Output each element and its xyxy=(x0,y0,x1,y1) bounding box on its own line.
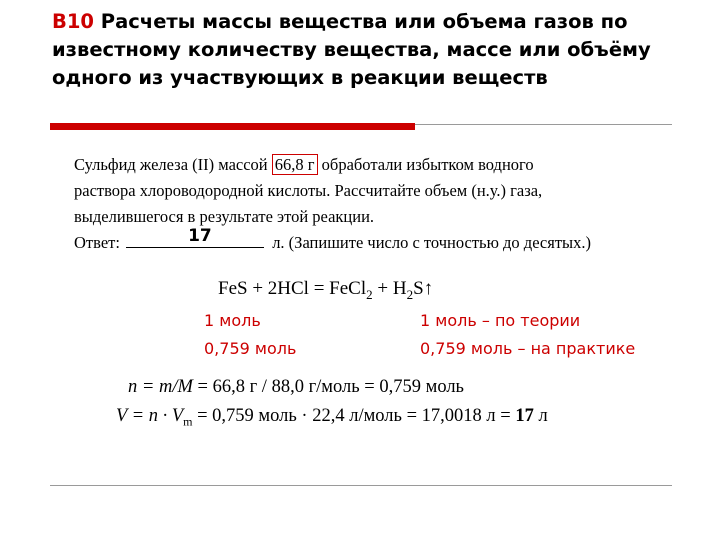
top-accent-bar xyxy=(50,123,415,130)
answer-line xyxy=(74,226,694,256)
answer-blank xyxy=(126,226,264,248)
volume-calculation: $V = n \cdot V_m = 0,759$ моль · 22,4 л/моль = 17,0018 л = 17 л xyxy=(116,406,548,429)
moles-calculation: n = m/M = 66,8 г / 88,0 г/моль = 0,759 моль xyxy=(128,377,464,397)
answer-suffix: л. (Запишите число с точностью до десятых.) xyxy=(272,233,592,252)
problem-line-1: Сульфид железа (II) массой 66,8 г обработали избытком водного xyxy=(74,155,534,174)
answer-label: Ответ: xyxy=(74,233,120,252)
slide-title xyxy=(52,8,702,92)
fes-moles-practice: 0,759 моль xyxy=(204,339,297,358)
problem-line-3: выделившегося в результате этой реакции. xyxy=(74,207,375,226)
title-text: Расчеты массы вещества или объема газов по известному количеству вещества, массе или объёму одного из участвующих в реакции веществ xyxy=(52,10,651,89)
reaction-equation: FeS + 2HCl = FeCl$_2$ + $H_2S↑$ xyxy=(218,278,434,302)
h2s-moles-theory: 1 моль – по теории xyxy=(420,311,581,330)
h2s-moles-practice: 0,759 моль – на практике xyxy=(420,339,636,358)
problem-statement xyxy=(74,152,694,256)
highlighted-mass: 66,8 г xyxy=(272,154,318,175)
bottom-divider xyxy=(50,485,672,486)
answer-value: 17 xyxy=(188,226,212,246)
task-code: B10 xyxy=(52,10,94,33)
volume-result: 17 xyxy=(515,406,534,426)
problem-line-2: раствора хлороводородной кислоты. Рассчитайте объем (н.у.) газа, xyxy=(74,181,543,200)
fes-moles-theory: 1 моль xyxy=(204,311,261,330)
